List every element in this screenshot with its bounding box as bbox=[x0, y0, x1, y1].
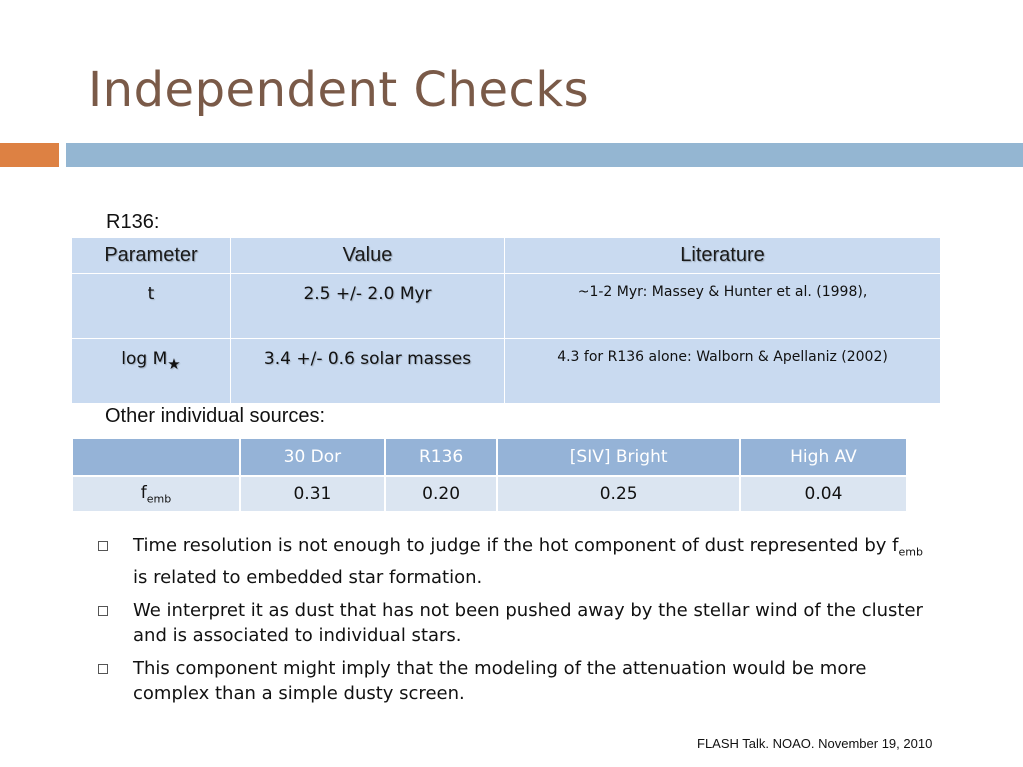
value-cell: 3.4 +/- 0.6 solar masses bbox=[231, 339, 505, 404]
param-cell bbox=[72, 339, 231, 404]
accent-bar-blue bbox=[66, 143, 1023, 167]
footer-text: FLASH Talk. NOAO. November 19, 2010 bbox=[697, 736, 933, 751]
star-icon: ★ bbox=[167, 355, 181, 373]
row-label-femb: $f_{emb}$ bbox=[72, 476, 240, 512]
literature-cell: ~1-2 Myr: Massey & Hunter et al. (1998), bbox=[505, 274, 941, 339]
header-empty bbox=[72, 438, 240, 476]
header-value: Value bbox=[231, 238, 505, 274]
header-high-av: High AV bbox=[740, 438, 907, 476]
list-item: This component might imply that the modeling of the attenuation would be more complex than a simple dusty screen. bbox=[96, 656, 926, 706]
square-bullet-icon bbox=[98, 541, 108, 551]
bullet-list bbox=[96, 533, 926, 714]
header-siv-bright: [SIV] Bright bbox=[497, 438, 740, 476]
slide-title: Independent Checks bbox=[88, 62, 590, 118]
square-bullet-icon bbox=[98, 664, 108, 674]
other-sources-table bbox=[71, 437, 908, 513]
table-row bbox=[72, 476, 907, 512]
param-cell: t bbox=[72, 274, 231, 339]
r136-label: R136: bbox=[106, 211, 160, 233]
table-row bbox=[72, 274, 941, 339]
square-bullet-icon bbox=[98, 606, 108, 616]
value-cell: 0.20 bbox=[385, 476, 498, 512]
literature-cell: 4.3 for R136 alone: Walborn & Apellaniz (2002) bbox=[505, 339, 941, 404]
header-parameter: Parameter bbox=[72, 238, 231, 274]
table-header-row bbox=[72, 438, 907, 476]
r136-table bbox=[71, 237, 941, 404]
header-30-dor: 30 Dor bbox=[240, 438, 385, 476]
value-cell: 0.25 bbox=[497, 476, 740, 512]
value-cell: 2.5 +/- 2.0 Myr bbox=[231, 274, 505, 339]
param-base: log M bbox=[121, 349, 168, 369]
other-sources-label: Other individual sources: bbox=[105, 405, 326, 427]
accent-bar-orange bbox=[0, 143, 59, 167]
list-item: We interpret it as dust that has not been pushed away by the stellar wind of the cluster and is associated to individual stars. bbox=[96, 598, 926, 648]
table-header-row bbox=[72, 238, 941, 274]
header-literature: Literature bbox=[505, 238, 941, 274]
table-row bbox=[72, 339, 941, 404]
list-item: Time resolution is not enough to judge if the hot component of dust represented by $f_{emb}$ is related to embedded star formation. bbox=[96, 533, 926, 590]
value-cell: 0.31 bbox=[240, 476, 385, 512]
header-r136: R136 bbox=[385, 438, 498, 476]
value-cell: 0.04 bbox=[740, 476, 907, 512]
